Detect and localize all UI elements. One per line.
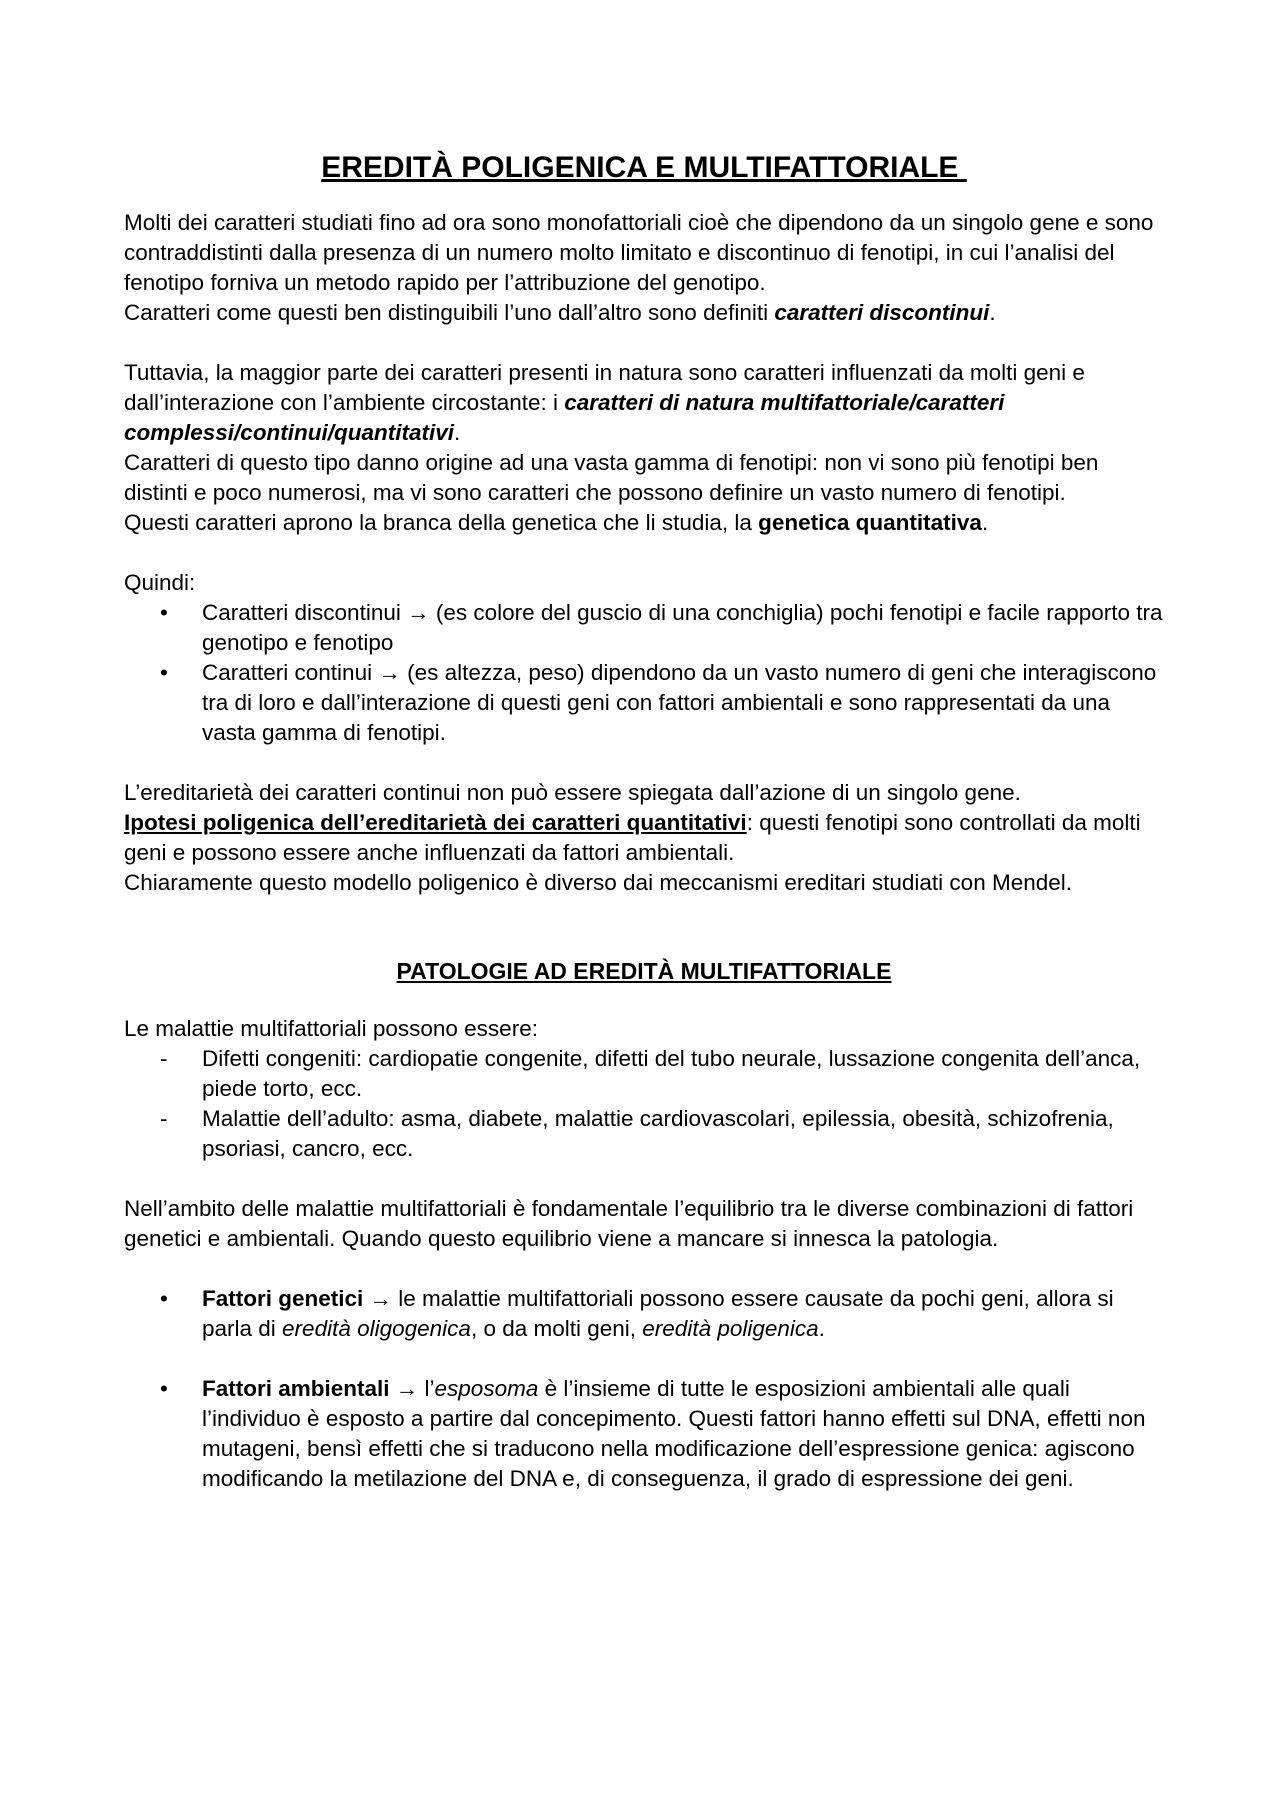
bullet-icon: • <box>160 1286 168 1311</box>
list-item-fattori-genetici: • Fattori genetici → le malattie multifattoriali possono essere causate da pochi geni, allora si parla di eredità oligogenica, o da molti geni, eredità poligenica. <box>160 1286 1114 1341</box>
equilibrio-paragraph: Nell’ambito delle malattie multifattoriali è fondamentale l’equilibrio tra le diverse combinazioni di fattori genetici e ambientali. Quando questo equilibrio viene a mancare si innesca la patologia. <box>124 1196 1134 1251</box>
list-item: • Caratteri discontinui → (es colore del guscio di una conchiglia) pochi fenotipi e facile rapporto tra genotipo e fenotipo <box>160 600 1163 655</box>
ereditarieta-paragraph-1: L’ereditarietà dei caratteri continui non può essere spiegata dall’azione di un singolo gene. <box>124 780 1021 805</box>
bullet-icon: • <box>160 1376 168 1401</box>
intro-paragraph-3: Tuttavia, la maggior parte dei caratteri presenti in natura sono caratteri influenzati da molti geni e dall’interazione con l’ambiente circostante: i caratteri di natura multifattoriale/caratteri complessi/continui/quantitativi. <box>124 360 1085 445</box>
quindi-list <box>124 598 1164 748</box>
ereditarieta-paragraph-3: Chiaramente questo modello poligenico è diverso dai meccanismi ereditari studiati con Mendel. <box>124 870 1072 895</box>
section-title: PATOLOGIE AD EREDITÀ MULTIFATTORIALE <box>396 958 892 984</box>
term-caratteri-multifattoriali: caratteri di natura multifattoriale/caratteri complessi/continui/quantitativi <box>124 390 1005 445</box>
intro-paragraph-1: Molti dei caratteri studiati fino ad ora sono monofattoriali cioè che dipendono da un singolo gene e sono contraddistinti dalla presenza di un numero molto limitato e discontinuo di fenotipi, in cui l’analisi del fenotipo forniva un metodo rapido per l’attribuzione del genotipo. <box>124 210 1154 295</box>
dash-icon: - <box>160 1046 168 1071</box>
malattie-intro: Le malattie multifattoriali possono essere: <box>124 1016 538 1041</box>
intro-paragraph-5: Questi caratteri aprono la branca della genetica che li studia, la genetica quantitativa. <box>124 510 989 535</box>
term-genetica-quantitativa: genetica quantitativa <box>758 510 982 535</box>
list-item: - Difetti congeniti: cardiopatie congenite, difetti del tubo neurale, lussazione congenita dell’anca, piede torto, ecc. <box>160 1046 1141 1101</box>
list-item-fattori-ambientali: • Fattori ambientali → l’esposoma è l’insieme di tutte le esposizioni ambientali alle quali l’individuo è esposto a partire dal concepimento. Questi fattori hanno effetti sul DNA, effetti non mutageni, bensì effetti che si traducono nella modificazione dell’espressione genica: agiscono modificando la metilazione del DNA e, di conseguenza, il grado di espressione dei geni. <box>160 1376 1146 1491</box>
ipotesi-poligenica-term: Ipotesi poligenica dell’ereditarietà dei caratteri quantitativi <box>124 810 747 835</box>
intro-paragraph-2: Caratteri come questi ben distinguibili l’uno dall’altro sono definiti caratteri discontinui. <box>124 300 996 325</box>
bullet-icon: • <box>160 660 168 685</box>
list-item: • Caratteri continui → (es altezza, peso) dipendono da un vasto numero di geni che interagiscono tra di loro e dall’interazione di questi geni con fattori ambientali e sono rappresentati da una vasta gamma di fenotipi. <box>160 660 1157 745</box>
fattori-list-2 <box>124 1374 1164 1494</box>
dash-icon: - <box>160 1106 168 1131</box>
fattori-ambientali-label: Fattori ambientali <box>202 1376 390 1401</box>
document-body <box>124 150 1164 1494</box>
list-item: - Malattie dell’adulto: asma, diabete, malattie cardiovascolari, epilessia, obesità, schizofrenia, psoriasi, cancro, ecc. <box>160 1106 1114 1161</box>
malattie-list <box>124 1044 1164 1164</box>
fattori-list <box>124 1284 1164 1344</box>
quindi-label: Quindi: <box>124 570 196 595</box>
fattori-genetici-label: Fattori genetici <box>202 1286 364 1311</box>
page-title: EREDITÀ POLIGENICA E MULTIFATTORIALE <box>321 151 967 184</box>
term-caratteri-discontinui: caratteri discontinui <box>774 300 990 325</box>
intro-paragraph-4: Caratteri di questo tipo danno origine ad una vasta gamma di fenotipi: non vi sono più fenotipi ben distinti e poco numerosi, ma vi sono caratteri che possono definire un vasto numero di fenotipi. <box>124 450 1099 505</box>
ipotesi-poligenica-paragraph: Ipotesi poligenica dell’ereditarietà dei caratteri quantitativi: questi fenotipi sono controllati da molti geni e possono essere anche influenzati da fattori ambientali. <box>124 810 1141 865</box>
bullet-icon: • <box>160 600 168 625</box>
